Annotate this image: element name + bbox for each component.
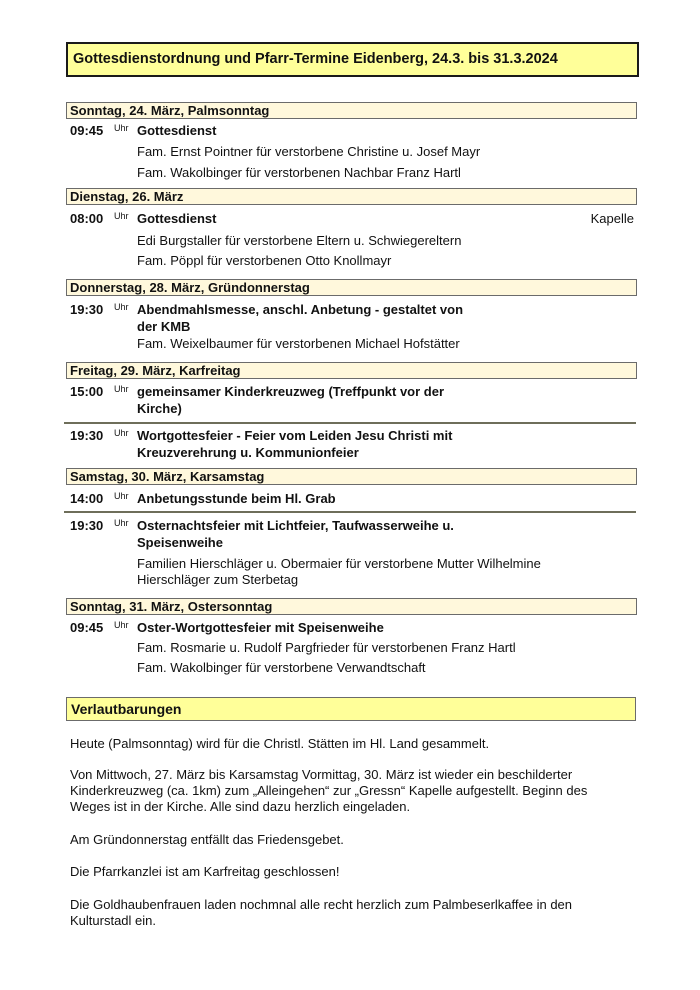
mass-intention: Hierschläger zum Sterbetag [137,572,299,587]
uhr-label: Uhr [114,211,129,221]
uhr-label: Uhr [114,620,129,630]
announcement-line: Die Goldhaubenfrauen laden nochmnal alle recht herzlich zum Palmbeserlkaffee in den [70,897,573,912]
announcement-paragraph [70,767,640,815]
day-header: Freitag, 29. März, Karfreitag [66,362,637,379]
event-title: der KMB [137,319,191,334]
announcement-line: Kulturstadl ein. [70,913,156,928]
event-time: 09:45 [70,123,104,138]
event-title: Kreuzverehrung u. Kommunionfeier [137,445,359,460]
event-title: Kirche) [137,401,182,416]
event-title: gemeinsamer Kinderkreuzweg (Treffpunkt vor der [137,384,445,399]
event-title: Osternachtsfeier mit Lichtfeier, Taufwasserweihe u. [137,518,454,533]
mass-intention: Fam. Wakolbinger für verstorbene Verwandtschaft [137,660,426,675]
announcement-line: Am Gründonnerstag entfällt das Friedensgebet. [70,832,344,847]
announcement-paragraph [70,736,640,752]
page-title: Gottesdienstordnung und Pfarr-Termine Eidenberg, 24.3. bis 31.3.2024 [66,42,639,77]
day-header: Donnerstag, 28. März, Gründonnerstag [66,279,637,296]
announcement-line: Von Mittwoch, 27. März bis Karsamstag Vormittag, 30. März ist wieder ein beschilderter [70,767,573,782]
announcement-line: Kinderkreuzweg (ca. 1km) zum „Alleingehen“ zur „Gressn“ Kapelle aufgestellt. Beginn des [70,783,588,798]
announcement-paragraph [70,864,640,880]
event-title: Gottesdienst [137,211,217,226]
announcement-line: Heute (Palmsonntag) wird für die Christl. Stätten im Hl. Land gesammelt. [70,736,490,751]
announcement-line: Weges ist in der Kirche. Alle sind dazu herzlich eingeladen. [70,799,411,814]
announcement-line: Die Pfarrkanzlei ist am Karfreitag geschlossen! [70,864,340,879]
uhr-label: Uhr [114,491,129,501]
uhr-label: Uhr [114,428,129,438]
event-time: 14:00 [70,491,104,506]
mass-intention: Edi Burgstaller für verstorbene Eltern u. Schwiegereltern [137,233,462,248]
event-time: 15:00 [70,384,104,399]
event-time: 19:30 [70,518,104,533]
event-title: Abendmahlsmesse, anschl. Anbetung - gestaltet von [137,302,464,317]
uhr-label: Uhr [114,384,129,394]
event-title: Oster-Wortgottesfeier mit Speisenweihe [137,620,384,635]
day-header: Dienstag, 26. März [66,188,637,205]
day-header: Sonntag, 31. März, Ostersonntag [66,598,637,615]
event-time: 08:00 [70,211,104,226]
mass-intention: Fam. Wakolbinger für verstorbenen Nachbar Franz Hartl [137,165,461,180]
event-title: Gottesdienst [137,123,217,138]
announcement-paragraph [70,832,640,848]
event-title: Speisenweihe [137,535,223,550]
day-header: Sonntag, 24. März, Palmsonntag [66,102,637,119]
mass-intention: Fam. Pöppl für verstorbenen Otto Knollmayr [137,253,392,268]
event-title: Wortgottesfeier - Feier vom Leiden Jesu Christi mit [137,428,453,443]
event-time: 19:30 [70,428,104,443]
mass-intention: Fam. Weixelbaumer für verstorbenen Michael Hofstätter [137,336,460,351]
mass-intention: Familien Hierschläger u. Obermaier für verstorbene Mutter Wilhelmine [137,556,541,571]
announcements-heading: Verlautbarungen [66,697,636,721]
mass-intention: Fam. Rosmarie u. Rudolf Pargfrieder für verstorbenen Franz Hartl [137,640,516,655]
uhr-label: Uhr [114,518,129,528]
announcement-paragraph [70,897,640,929]
event-separator [64,511,636,513]
uhr-label: Uhr [114,123,129,133]
mass-intention: Fam. Ernst Pointner für verstorbene Christine u. Josef Mayr [137,144,481,159]
event-separator [64,422,636,424]
event-time: 19:30 [70,302,104,317]
day-header: Samstag, 30. März, Karsamstag [66,468,637,485]
event-time: 09:45 [70,620,104,635]
event-location: Kapelle [590,211,634,226]
event-title: Anbetungsstunde beim Hl. Grab [137,491,336,506]
uhr-label: Uhr [114,302,129,312]
